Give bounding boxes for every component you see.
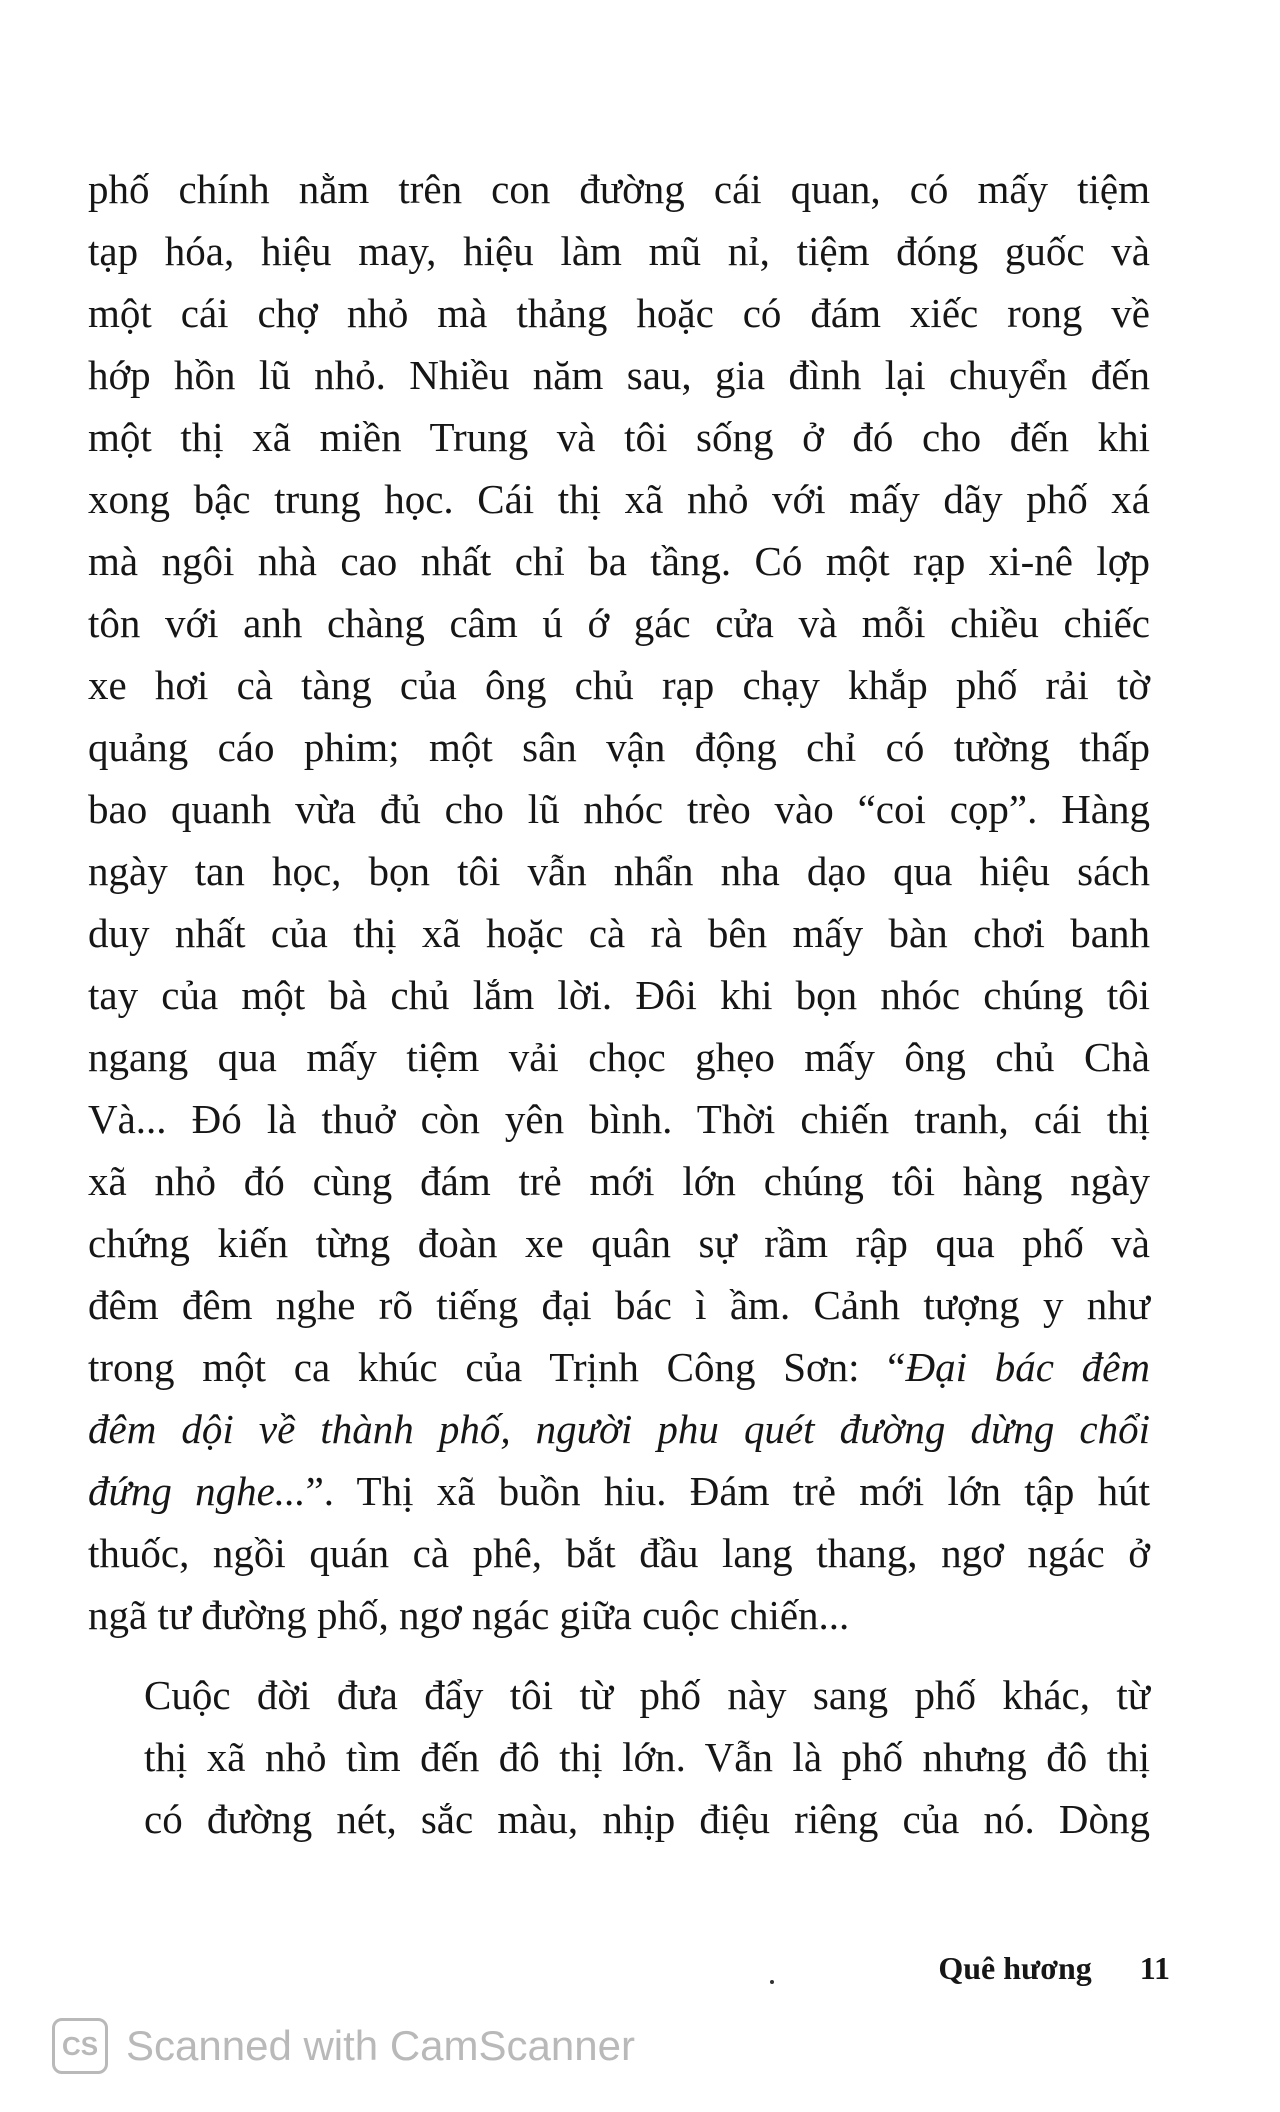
- text-line: quảng cáo phim; một sân vận động chỉ có tường thấp: [88, 724, 1150, 770]
- watermark-text: Scanned with CamScanner: [126, 2022, 635, 2069]
- plain-text: trong một ca khúc của Trịnh Công Sơn: “: [88, 1344, 906, 1390]
- text-line: tạp hóa, hiệu may, hiệu làm mũ nỉ, tiệm đóng guốc và: [88, 228, 1150, 274]
- chapter-title: Quê hương: [938, 1950, 1092, 1986]
- text-line: một thị xã miền Trung và tôi sống ở đó cho đến khi: [88, 414, 1150, 460]
- text-line: một cái chợ nhỏ mà thảng hoặc có đám xiếc rong về: [88, 290, 1150, 336]
- text-line: phố chính nằm trên con đường cái quan, có mấy tiệm: [88, 166, 1150, 212]
- text-line: xong bậc trung học. Cái thị xã nhỏ với mấy dãy phố xá: [88, 476, 1150, 522]
- text-line: Và... Đó là thuở còn yên bình. Thời chiến tranh, cái thị: [88, 1096, 1150, 1142]
- text-line: tôn với anh chàng câm ú ớ gác cửa và mỗi chiều chiếc: [88, 600, 1150, 646]
- body-text: [88, 158, 1150, 1850]
- text-line: ngang qua mấy tiệm vải chọc ghẹo mấy ông chủ Chà: [88, 1034, 1150, 1080]
- text-line: xe hơi cà tàng của ông chủ rạp chạy khắp phố rải tờ: [88, 662, 1150, 708]
- text-line: thuốc, ngồi quán cà phê, bắt đầu lang thang, ngơ ngác ở: [88, 1530, 1150, 1576]
- text-line: có đường nét, sắc màu, nhịp điệu riêng của nó. Dòng: [144, 1796, 1150, 1842]
- text-line: mà ngôi nhà cao nhất chỉ ba tầng. Có một rạp xi-nê lợp: [88, 538, 1150, 584]
- text-line: xã nhỏ đó cùng đám trẻ mới lớn chúng tôi hàng ngày: [88, 1158, 1150, 1204]
- text-line: ngày tan học, bọn tôi vẫn nhẩn nha dạo qua hiệu sách: [88, 848, 1150, 894]
- camscanner-logo-icon: CS: [52, 2018, 108, 2074]
- text-line: Cuộc đời đưa đẩy tôi từ phố này sang phố khác, từ: [144, 1672, 1150, 1718]
- text-line: hớp hồn lũ nhỏ. Nhiều năm sau, gia đình lại chuyển đến: [88, 352, 1150, 398]
- page-number: 11: [1139, 1950, 1170, 1986]
- scan-speck: [770, 1980, 774, 1984]
- camscanner-watermark: [52, 2018, 635, 2074]
- plain-text: ”. Thị xã buồn hiu. Đám trẻ mới lớn tập hút: [305, 1468, 1150, 1514]
- text-line: đêm đêm nghe rõ tiếng đại bác ì ầm. Cảnh tượng y như: [88, 1282, 1150, 1328]
- text-line: chứng kiến từng đoàn xe quân sự rầm rập qua phố và: [88, 1220, 1150, 1266]
- text-line: ngã tư đường phố, ngơ ngác giữa cuộc chiến...: [88, 1592, 850, 1638]
- text-line: thị xã nhỏ tìm đến đô thị lớn. Vẫn là phố nhưng đô thị: [144, 1734, 1150, 1780]
- song-quote: Đại bác đêm: [905, 1344, 1150, 1390]
- paragraph-2: [88, 1664, 1150, 1850]
- text-line-quote-start: [88, 1336, 1150, 1398]
- text-line: bao quanh vừa đủ cho lũ nhóc trèo vào “coi cọp”. Hàng: [88, 786, 1150, 832]
- text-line-quote-end: [88, 1460, 1150, 1522]
- paragraph-1: [88, 158, 1150, 1646]
- page-footer: [938, 1950, 1170, 1987]
- text-line: tay của một bà chủ lắm lời. Đôi khi bọn nhóc chúng tôi: [88, 972, 1150, 1018]
- text-line: duy nhất của thị xã hoặc cà rà bên mấy bàn chơi banh: [88, 910, 1150, 956]
- song-quote: đứng nghe...: [88, 1468, 306, 1514]
- song-quote-line: đêm dội về thành phố, người phu quét đường dừng chổi: [88, 1406, 1150, 1452]
